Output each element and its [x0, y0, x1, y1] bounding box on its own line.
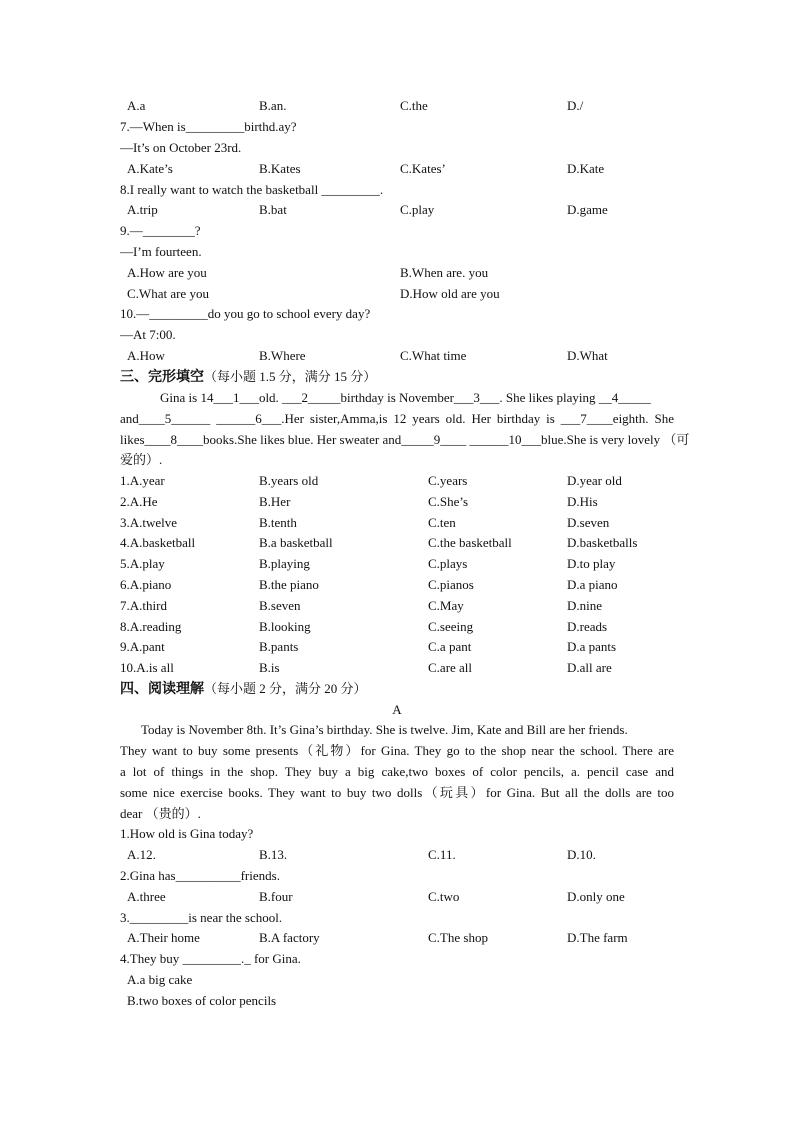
cloze-q8-option-a: 8.A.reading: [120, 619, 182, 634]
cloze-q7-option-a: 7.A.third: [120, 598, 167, 613]
section-3-title: 三、完形填空: [120, 369, 204, 385]
q6-option-b: B.an.: [259, 98, 287, 113]
cloze-q9-option-d: D.a pants: [567, 639, 617, 654]
r4-option-b: B.two boxes of color pencils: [127, 993, 277, 1008]
cloze-q8-option-d: D.reads: [567, 619, 608, 634]
q6-option-d: D./: [567, 98, 584, 113]
q9-stem: 9.—________?: [120, 223, 201, 238]
r2-stem: 2.Gina has__________friends.: [120, 868, 280, 883]
cloze-q6-option-a: 6.A.piano: [120, 577, 172, 592]
r1-option-a: A.12.: [127, 847, 156, 862]
q9-reply: —I’m fourteen.: [120, 244, 202, 259]
q7-option-b: B.Kates: [259, 161, 301, 176]
cloze-q9-option-c: C.a pant: [428, 639, 472, 654]
cloze-q3-option-d: D.seven: [567, 515, 610, 530]
cloze-q4-option-a: 4.A.basketball: [120, 535, 196, 550]
q9-option-a: A.How are you: [127, 265, 207, 280]
section-3-heading: [120, 367, 376, 387]
q10-option-a: A.How: [127, 348, 165, 363]
r2-option-d: D.only one: [567, 889, 625, 904]
cloze-line-3: likes____8____books.She likes blue. Her sweater and_____9____ ______10___blue.She is very lovely （可: [120, 432, 690, 447]
cloze-q6-option-d: D.a piano: [567, 577, 618, 592]
cloze-q3-option-b: B.tenth: [259, 515, 297, 530]
cloze-q9-option-b: B.pants: [259, 639, 299, 654]
reading-line-1: Today is November 8th. It’s Gina’s birthday. She is twelve. Jim, Kate and Bill are her friends.: [141, 722, 628, 737]
q10-option-c: C.What time: [400, 348, 467, 363]
section-4-heading: [120, 679, 367, 699]
r1-option-b: B.13.: [259, 847, 288, 862]
cloze-q7-option-d: D.nine: [567, 598, 603, 613]
cloze-q10-option-d: D.all are: [567, 660, 612, 675]
cloze-q1-option-a: 1.A.year: [120, 473, 165, 488]
cloze-q6-option-b: B.the piano: [259, 577, 319, 592]
r2-option-a: A.three: [127, 889, 166, 904]
r2-option-b: B.four: [259, 889, 293, 904]
cloze-q1-option-d: D.year old: [567, 473, 622, 488]
q10-option-b: B.Where: [259, 348, 306, 363]
q7-option-c: C.Kates’: [400, 161, 446, 176]
q9-option-b: B.When are. you: [400, 265, 489, 280]
r2-option-c: C.two: [428, 889, 460, 904]
q7-option-a: A.Kate’s: [127, 161, 173, 176]
cloze-q1-option-b: B.years old: [259, 473, 319, 488]
q8-option-b: B.bat: [259, 202, 287, 217]
q9-option-d: D.How old are you: [400, 286, 500, 301]
section-3-note: （每小题 1.5 分，满分 15 分）: [204, 369, 377, 384]
cloze-q9-option-a: 9.A.pant: [120, 639, 165, 654]
cloze-line-4: 爱的）.: [120, 452, 163, 467]
cloze-q7-option-c: C.May: [428, 598, 464, 613]
cloze-q6-option-c: C.pianos: [428, 577, 474, 592]
q6-option-a: A.a: [127, 98, 146, 113]
q7-option-d: D.Kate: [567, 161, 605, 176]
cloze-q4-option-c: C.the basketball: [428, 535, 512, 550]
cloze-q10-option-a: 10.A.is all: [120, 660, 174, 675]
r1-stem: 1.How old is Gina today?: [120, 826, 254, 841]
q8-stem: 8.I really want to watch the basketball _________.: [120, 182, 384, 197]
q8-option-d: D.game: [567, 202, 608, 217]
cloze-q7-option-b: B.seven: [259, 598, 301, 613]
cloze-q2-option-a: 2.A.He: [120, 494, 158, 509]
cloze-q8-option-b: B.looking: [259, 619, 311, 634]
r3-option-b: B.A factory: [259, 930, 320, 945]
cloze-q2-option-c: C.She’s: [428, 494, 469, 509]
section-4-note: （每小题 2 分，满分 20 分）: [204, 681, 367, 696]
q10-option-d: D.What: [567, 348, 608, 363]
cloze-q1-option-c: C.years: [428, 473, 468, 488]
r1-option-d: D.10.: [567, 847, 596, 862]
passage-label: A: [392, 702, 402, 717]
r4-stem: 4.They buy _________._ for Gina.: [120, 951, 301, 966]
r3-stem: 3._________is near the school.: [120, 910, 283, 925]
reading-line-5: dear （贵的）.: [120, 806, 201, 821]
reading-line-3: a lot of things in the shop. They buy a big cake,two boxes of color pencils, a. pencil case and: [120, 764, 674, 779]
q10-stem: 10.—_________do you go to school every day?: [120, 306, 371, 321]
cloze-line-2: and____5______ ______6___.Her sister,Amma,is 12 years old. Her birthday is ___7____eighth. She: [120, 411, 674, 426]
reading-line-2: They want to buy some presents（礼物）for Gina. They go to the shop near the school. There are: [120, 743, 674, 758]
r3-option-d: D.The farm: [567, 930, 628, 945]
cloze-q5-option-b: B.playing: [259, 556, 310, 571]
cloze-q8-option-c: C.seeing: [428, 619, 474, 634]
q10-reply: —At 7:00.: [120, 327, 176, 342]
cloze-q4-option-b: B.a basketball: [259, 535, 333, 550]
cloze-q4-option-d: D.basketballs: [567, 535, 638, 550]
q8-option-a: A.trip: [127, 202, 158, 217]
r3-option-a: A.Their home: [127, 930, 200, 945]
cloze-q10-option-b: B.is: [259, 660, 280, 675]
cloze-q3-option-a: 3.A.twelve: [120, 515, 178, 530]
cloze-q5-option-d: D.to play: [567, 556, 616, 571]
cloze-q5-option-c: C.plays: [428, 556, 468, 571]
q7-reply: —It’s on October 23rd.: [120, 140, 242, 155]
q9-option-c: C.What are you: [127, 286, 209, 301]
cloze-q2-option-b: B.Her: [259, 494, 291, 509]
q8-option-c: C.play: [400, 202, 435, 217]
r1-option-c: C.11.: [428, 847, 456, 862]
cloze-q5-option-a: 5.A.play: [120, 556, 165, 571]
cloze-q10-option-c: C.are all: [428, 660, 473, 675]
r4-option-a: A.a big cake: [127, 972, 193, 987]
q7-stem: 7.—When is_________birthd.ay?: [120, 119, 297, 134]
cloze-line-1: Gina is 14___1___old. ___2_____birthday is November___3___. She likes playing __4_____: [160, 390, 651, 405]
reading-line-4: some nice exercise books. They want to buy two dolls（玩具）for Gina. But all the dolls are too: [120, 785, 674, 800]
r3-option-c: C.The shop: [428, 930, 488, 945]
cloze-q2-option-d: D.His: [567, 494, 598, 509]
cloze-q3-option-c: C.ten: [428, 515, 456, 530]
section-4-title: 四、阅读理解: [120, 681, 204, 697]
q6-option-c: C.the: [400, 98, 428, 113]
